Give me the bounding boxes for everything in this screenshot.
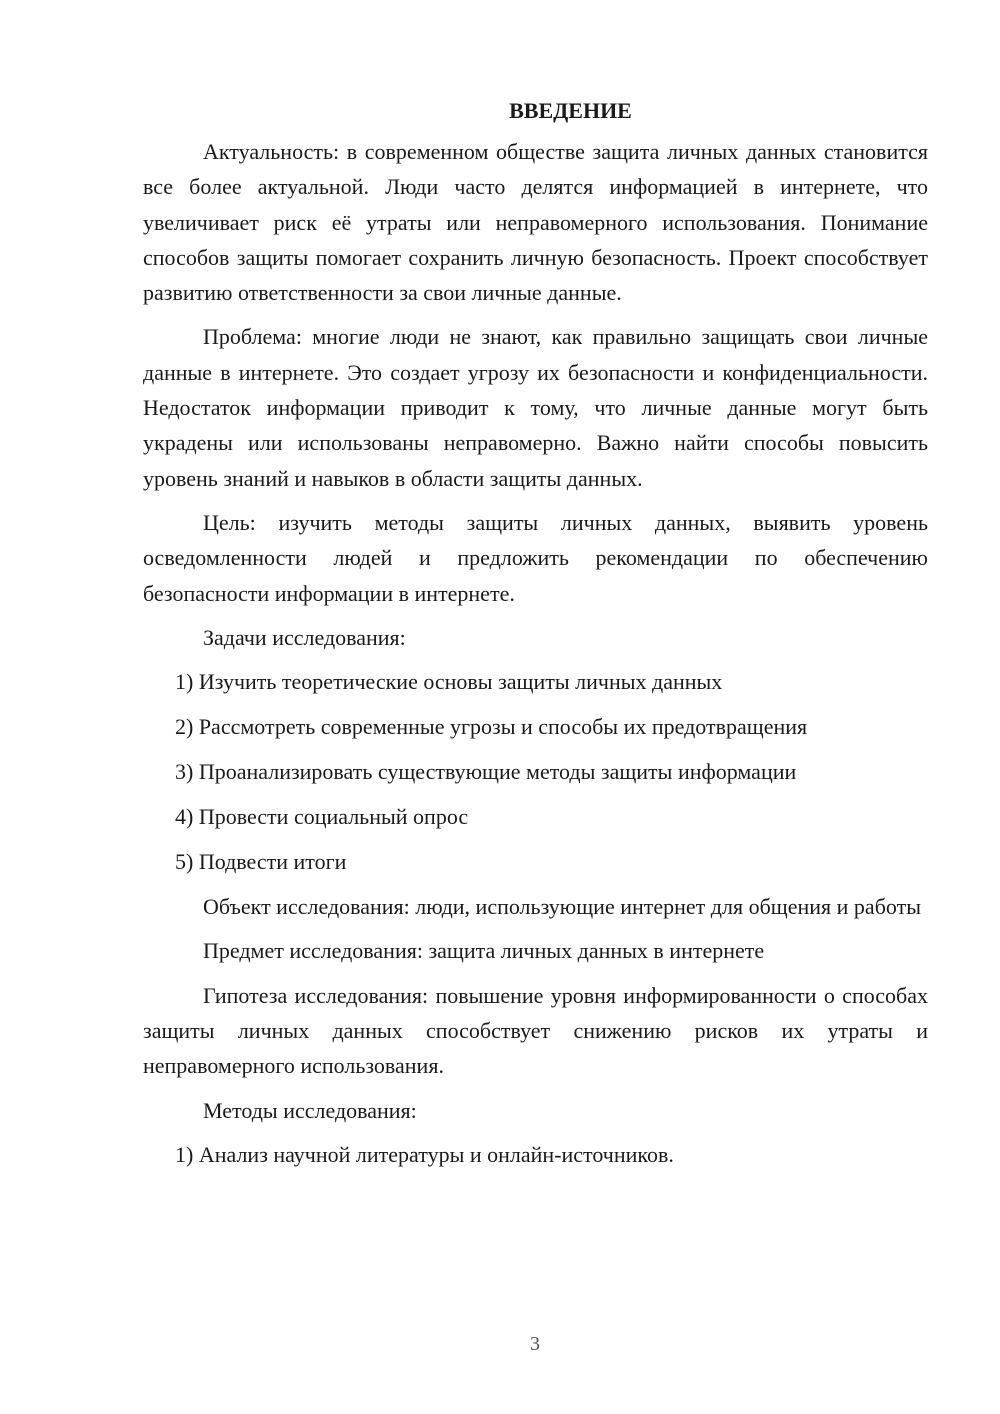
problem-paragraph: Проблема: многие люди не знают, как правильно защищать свои личные данные в интернете. Это создает угрозу их безопасности и конфиденциальности. Недостаток информации приводит к тому, что личные данные могут быть украдены или использованы неправомерно. Важно найти способы повысить уровень знаний и навыков в области защиты данных. (143, 324, 928, 491)
goal-paragraph: Цель: изучить методы защиты личных данных, выявить уровень осведомленности людей и предложить рекомендации по обеспечению безопасности информации в интернете. (143, 509, 928, 606)
list-item: 1) Анализ научной литературы и онлайн-источников. (175, 1141, 674, 1167)
object-paragraph: Объект исследования: люди, использующие интернет для общения и работы (203, 894, 921, 920)
page-title: ВВЕДЕНИЕ (509, 98, 632, 123)
tasks-heading: Задачи исследования: (203, 624, 406, 650)
subject-paragraph: Предмет исследования: защита личных данных в интернете (203, 938, 765, 964)
methods-list (143, 1137, 928, 1172)
list-item: 4) Провести социальный опрос (175, 804, 469, 830)
tasks-list (143, 664, 928, 879)
list-item: 3) Проанализировать существующие методы защиты информации (175, 759, 797, 785)
relevance-paragraph: Актуальность: в современном обществе защита личных данных становится все более актуальной. Люди часто делятся информацией в интернете, что увеличивает риск её утраты или неправомерного использования. Понимание способов защиты помогает сохранить личную безопасность. Проект способствует развитию ответственности за свои личные данные. (143, 139, 928, 306)
list-item: 1) Изучить теоретические основы защиты личных данных (175, 669, 723, 695)
hypothesis-paragraph: Гипотеза исследования: повышение уровня информированности о способах защиты личных данных способствует снижению рисков их утраты и неправомерного использования. (143, 982, 928, 1079)
methods-heading: Методы исследования: (203, 1097, 417, 1123)
list-item: 2) Рассмотреть современные угрозы и способы их предотвращения (175, 714, 808, 740)
list-item: 5) Подвести итоги (175, 849, 347, 875)
page-number: 3 (530, 1333, 540, 1355)
